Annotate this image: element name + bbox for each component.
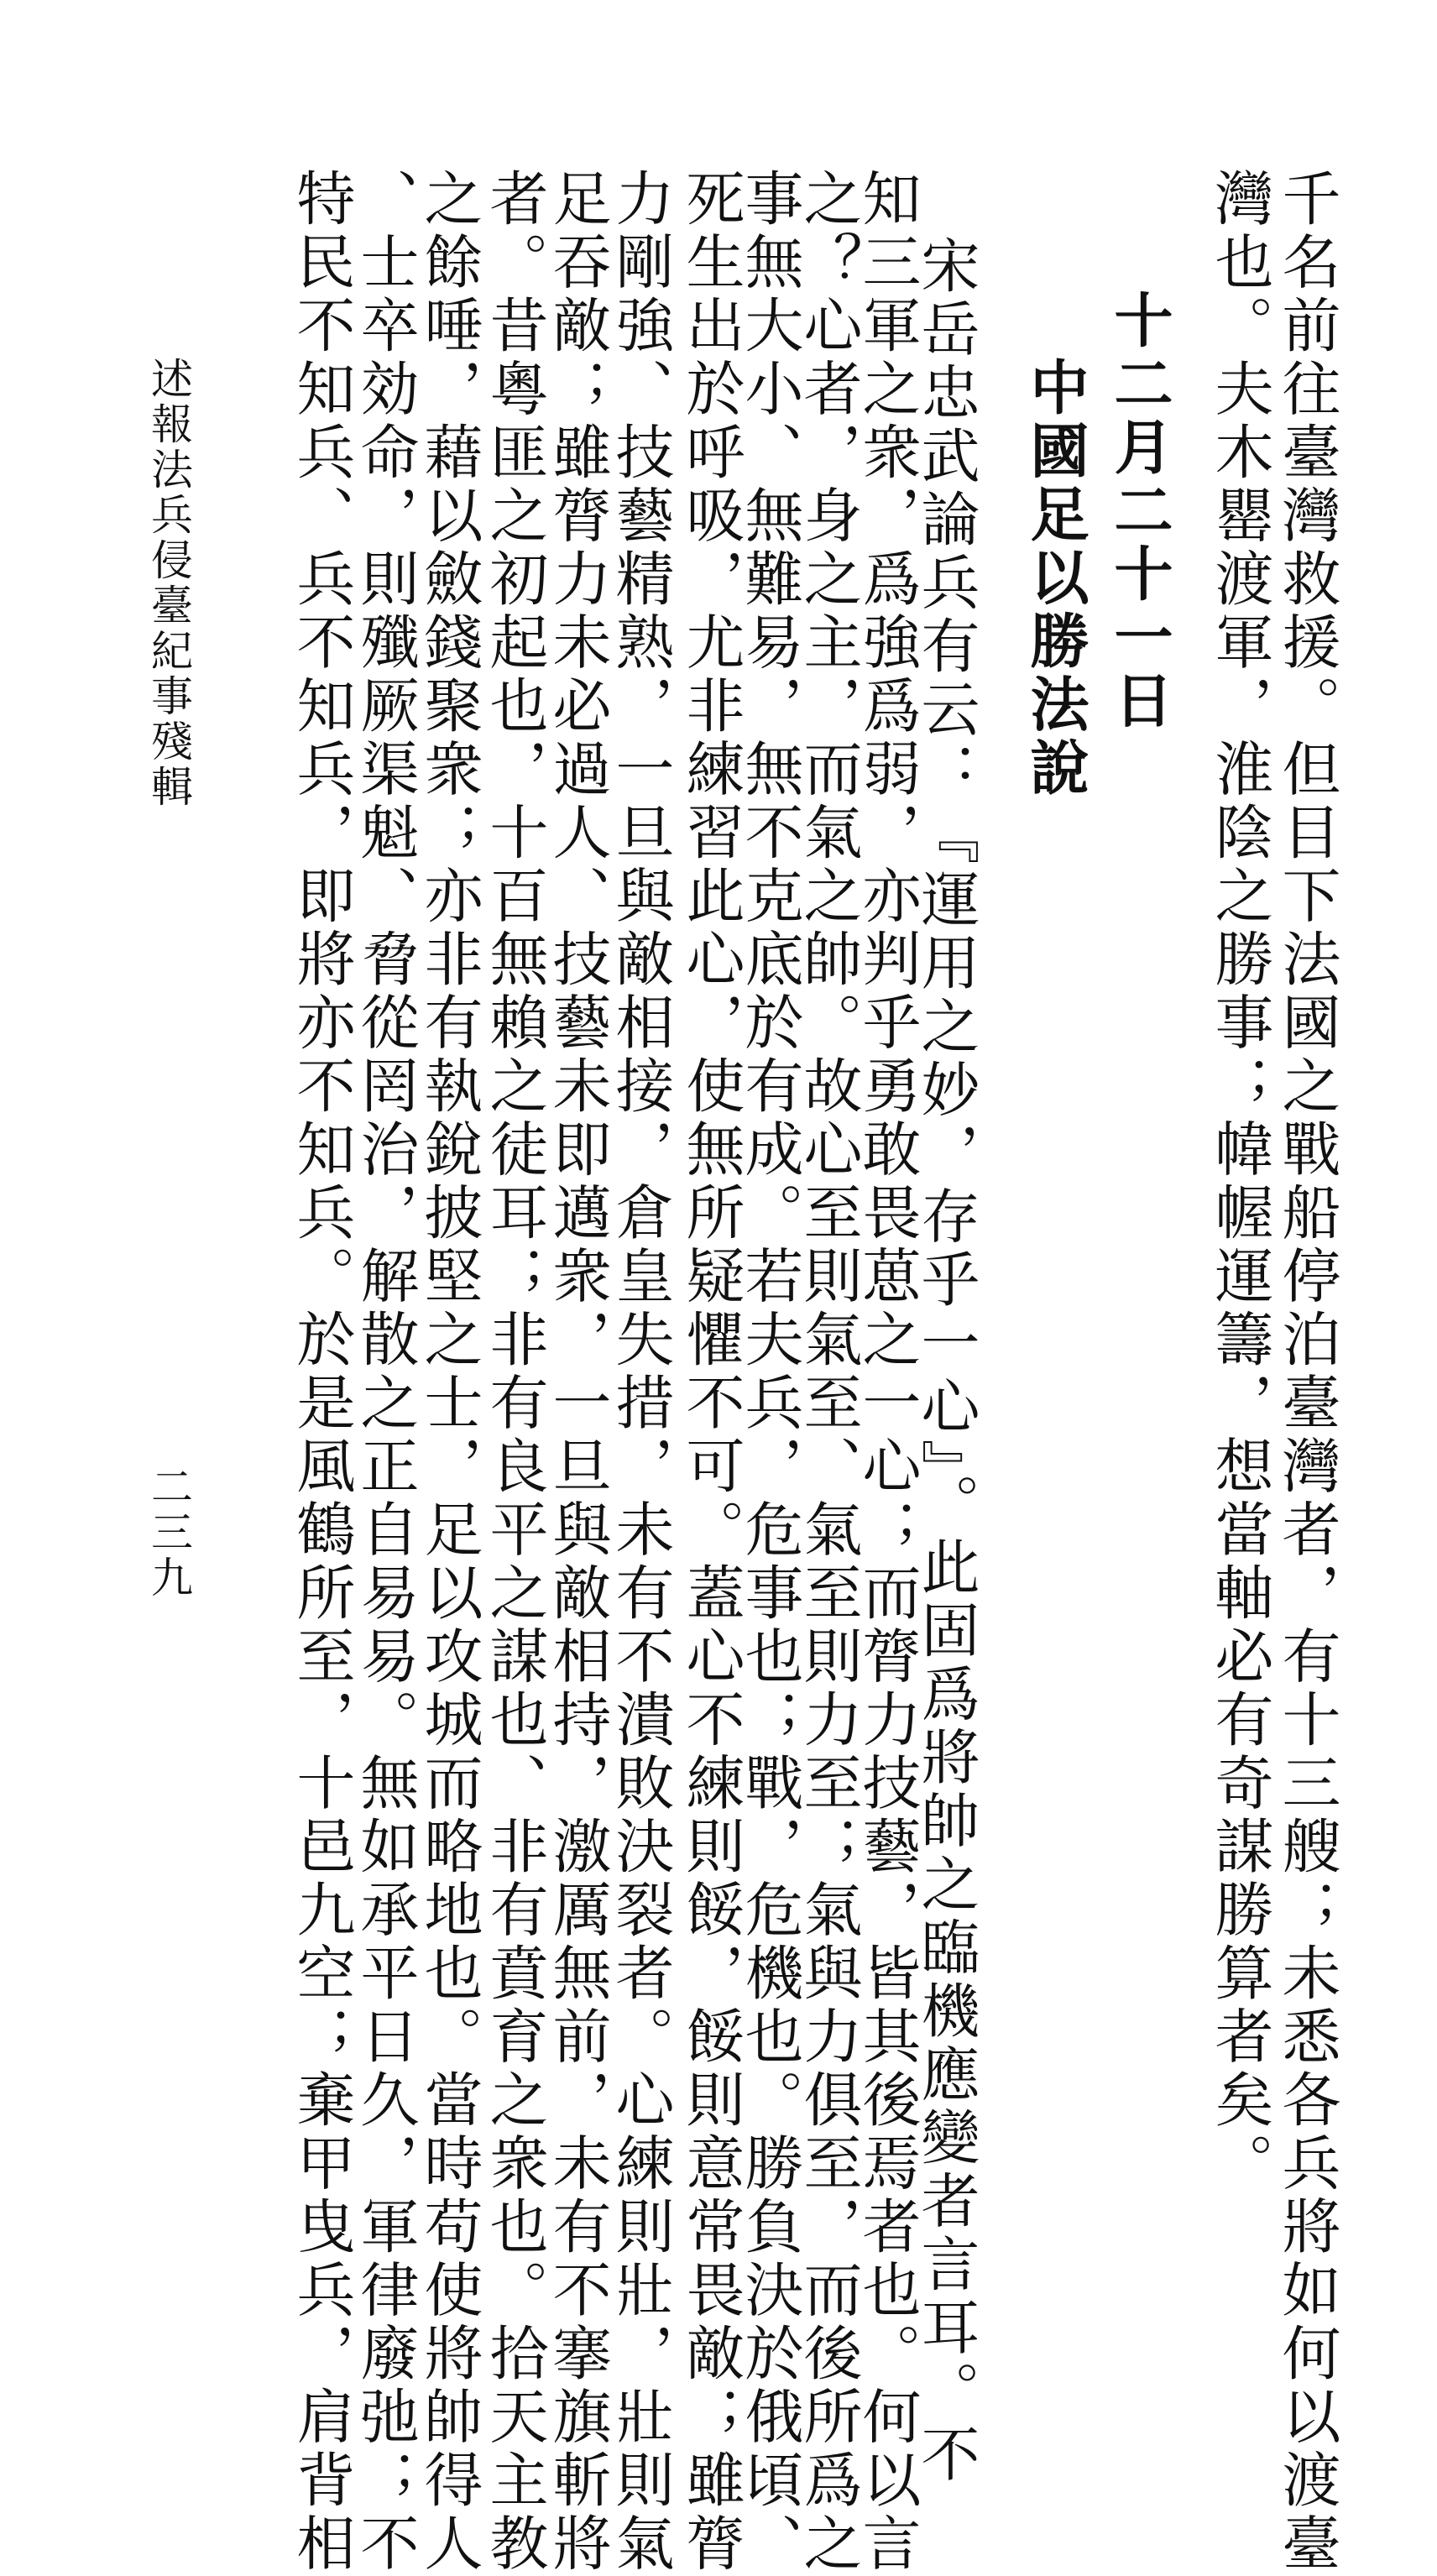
text-column-12: 者。昔粵匪之初起也，十百無賴之徒耳；非有良平之謀也、非有賁育之衆也。拾天主教 [480, 168, 549, 2576]
text-column-15: 特民不知兵、兵不知兵，即將亦不知兵。於是風鶴所至，十邑九空；棄甲曳兵，肩背相 [287, 168, 356, 2576]
text-column-13: 之餘唾，藉以斂錢聚衆；亦非有執銳披堅之士，足以攻城而略地也。當時苟使將帥得人 [415, 168, 483, 2576]
text-column-6: 知三軍之衆，爲強爲弱，亦判乎勇敢畏葸之一心；而膂力技藝，皆其後焉者也。何以言 [853, 168, 922, 2576]
text-column-14: 、士卒効命，則殲厥渠魁、脅從罔治，解散之正自易易。無如承平日久，軍律廢弛；不 [351, 168, 420, 2576]
text-column-10: 力剛強、技藝精熟，一旦與敵相接，倉皇失措，未有不潰敗決裂者。心練則壯，壯則氣 [606, 168, 675, 2576]
book-title: 述報法兵侵臺紀事殘輯 [144, 357, 193, 810]
page-number: 二三九 [144, 1465, 193, 1601]
text-column-5: 宋岳忠武論兵有云：『運用之妙，存乎一心』。此固爲將帥之臨機應變者言耳。不 [912, 235, 980, 2487]
article-title: 中國足以勝法說 [1021, 357, 1090, 801]
text-column-7: 之？心者，身之主，而氣之帥。故心至則氣至、氣至則力至；氣與力俱至，而後所爲之 [794, 168, 863, 2576]
text-column-11: 足吞敵；雖膂力未必過人、技藝未即邁衆，一旦與敵相持，激厲無前，未有不搴旗斬將 [543, 168, 612, 2576]
text-column-1: 千名前往臺灣救援。但目下法國之戰船停泊臺灣者，有十三艘；未悉各兵將如何以渡臺 [1272, 168, 1341, 2576]
text-column-9: 死生出於呼吸，尤非練習此心，使無所疑懼不可。蓋心不練則餒，餒則意常畏敵；雖膂 [677, 168, 745, 2576]
text-column-2: 灣也。夫木罌渡軍，淮陰之勝事；幃幄運籌，想當軸必有奇謀勝算者矣。 [1205, 168, 1274, 2196]
date-heading: 十二月二十一日 [1105, 290, 1174, 734]
text-column-8: 事無大小、無難易，無不克底於有成。若夫兵，危事也；戰，危機也。勝負決於俄頃、 [735, 168, 804, 2576]
